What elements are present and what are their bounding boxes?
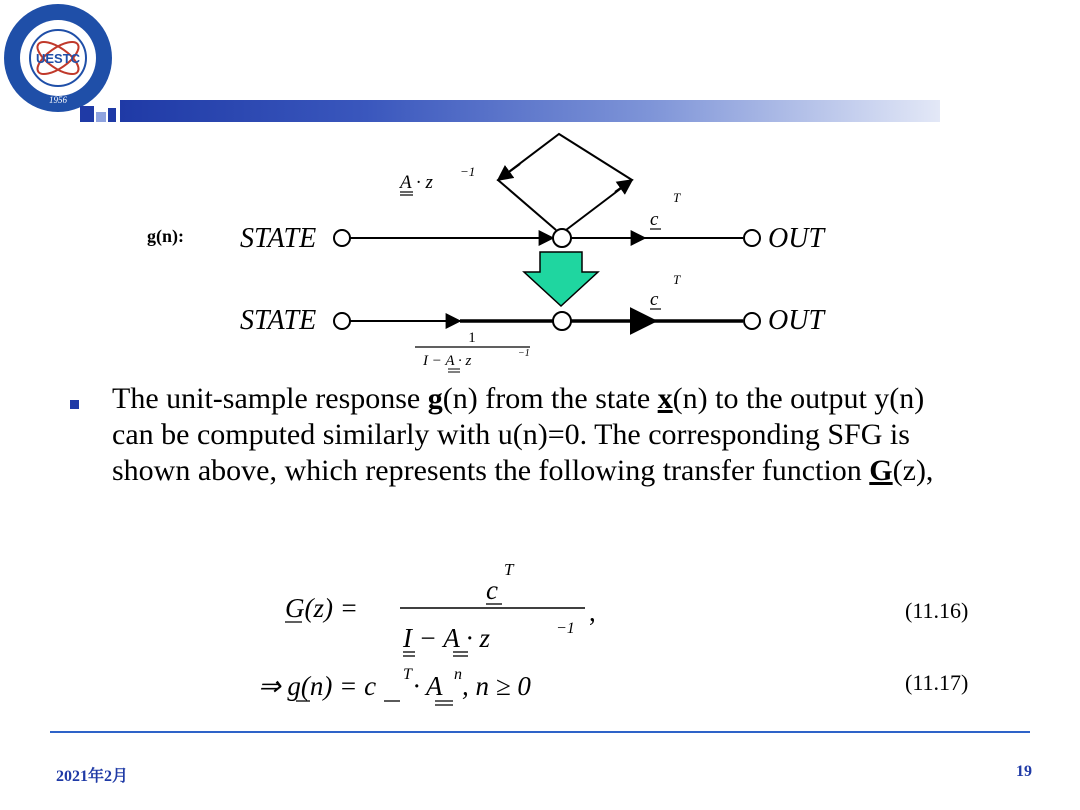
transform-arrow-icon: [524, 252, 598, 306]
feedback-gain: A · z: [400, 172, 433, 193]
output-exp-top: T: [673, 190, 681, 205]
header-gradient-bar: [120, 100, 940, 122]
para-text-3: (n) to the output y(n) can be computed similarly with u(n)=0. The corresponding SFG is shown above, which represents the following transfer function: [112, 382, 925, 487]
footer-date: 2021年2月: [56, 768, 129, 785]
bullet-square: [70, 400, 79, 409]
eq1-tail: ,: [589, 597, 596, 627]
state-node-top: [334, 230, 350, 246]
eq1-number: (11.16): [905, 598, 969, 623]
g-bold: g: [427, 382, 443, 415]
eq2-exp-n: n: [454, 666, 462, 683]
out-node-top: [744, 230, 760, 246]
logo-year: 1956: [49, 95, 67, 105]
output-gain-bottom: c: [650, 289, 659, 310]
para-text-1: The unit-sample response: [112, 382, 428, 415]
out-label-bottom: OUT: [768, 305, 825, 336]
eq2-lhs: ⇒ g(n) = c: [258, 671, 377, 701]
output-exp-bottom: T: [673, 272, 681, 287]
feedback-arrow-left: [498, 164, 520, 180]
eq2-number: (11.17): [905, 670, 969, 695]
eq1-num: c: [486, 575, 498, 605]
state-label-bottom: STATE: [240, 305, 317, 336]
eq1-num-exp: T: [504, 560, 514, 579]
eq1-den-exp: −1: [556, 620, 575, 637]
x-bold: x: [657, 382, 673, 415]
eq2-cond: , n ≥ 0: [462, 671, 531, 701]
sum-node-top: [553, 229, 571, 247]
logo-text: UESTC: [35, 51, 81, 66]
footer-divider: [50, 731, 1030, 733]
middle-node-bottom: [553, 312, 571, 330]
page-number: 19: [1016, 763, 1032, 780]
g-label: g(n):: [147, 226, 184, 246]
body-paragraph: [112, 381, 942, 489]
header-square: [80, 106, 94, 122]
state-node-bottom: [334, 313, 350, 329]
feedback-arrow-right: [615, 180, 632, 192]
para-text-2: (n) from the state: [442, 382, 658, 415]
eq1-lhs: G(z) =: [285, 593, 358, 623]
eq1-den: I − A · z: [403, 623, 490, 653]
out-label-top: OUT: [768, 223, 825, 254]
feedback-loop: [498, 134, 632, 230]
university-logo: [2, 2, 114, 114]
out-node-bottom: [744, 313, 760, 329]
eq2-exp-t: T: [403, 666, 412, 683]
state-label-top: STATE: [240, 223, 317, 254]
gain-denominator: I − A · z: [423, 353, 472, 369]
feedback-exp: −1: [460, 164, 476, 179]
output-gain-top: c: [650, 209, 659, 230]
G-bold: G: [869, 454, 893, 487]
signal-flow-graph: [110, 120, 890, 385]
para-text-4: (z),: [892, 454, 934, 487]
gain-den-exp: −1: [518, 348, 530, 359]
header-square: [96, 112, 106, 122]
eq2-mid: · A: [413, 671, 443, 701]
gain-numerator: 1: [468, 330, 476, 346]
equations: [240, 555, 1040, 725]
